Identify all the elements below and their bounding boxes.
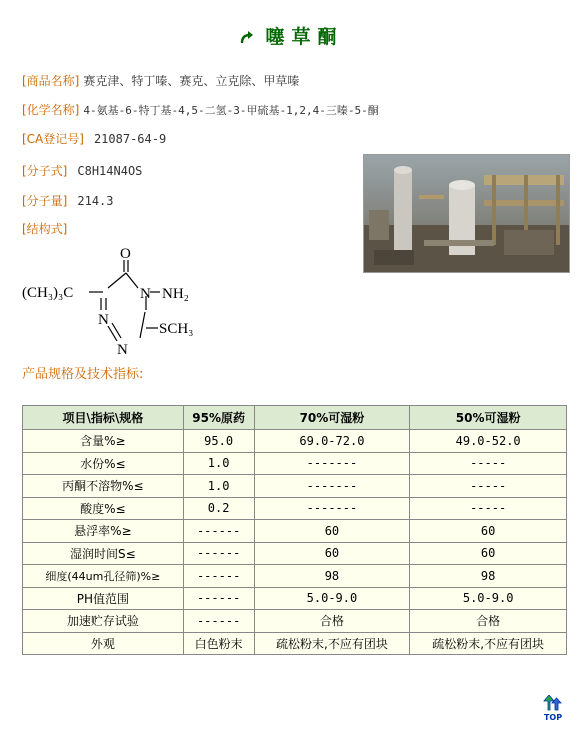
back-to-top-button[interactable] [541, 695, 565, 725]
factory-photo [363, 154, 570, 273]
info-value: 赛克津、特丁嗪、赛克、立克除、甲草嗪 [83, 74, 300, 88]
cell-50-wp: ----- [410, 497, 567, 520]
info-value: 4-氨基-6-特丁基-4,5-二氢-3-甲硫基-1,2,4-三嗪-5-酮 [83, 104, 379, 117]
column-header: 95%原药 [183, 406, 254, 430]
table-row [23, 497, 567, 520]
cell-70-wp: ------- [254, 475, 410, 498]
cell-95-tech: 95.0 [183, 430, 254, 453]
cell-50-wp: 合格 [410, 610, 567, 633]
table-row [23, 430, 567, 453]
ring-nitrogen-4: N [140, 286, 151, 302]
cell-50-wp: 49.0-52.0 [410, 430, 567, 453]
cell-95-tech: ------ [183, 542, 254, 565]
info-chemical-name [22, 101, 379, 118]
row-item: 含量%≥ [23, 430, 184, 453]
page-title [0, 22, 583, 49]
info-value: 21087-64-9 [93, 132, 167, 146]
info-value: C8H14N4OS [77, 164, 143, 178]
info-formula [22, 162, 142, 179]
info-label: [CA登记号] [22, 132, 84, 146]
row-item: 湿润时间S≤ [23, 542, 184, 565]
structural-formula [18, 238, 218, 363]
cell-70-wp: ------- [254, 452, 410, 475]
spec-section-title: 产品规格及技术指标: [22, 367, 144, 382]
table-row [23, 565, 567, 588]
redo-arrow-icon [239, 30, 255, 46]
cell-70-wp: 合格 [254, 610, 410, 633]
row-item: 外观 [23, 632, 184, 655]
cell-70-wp: 5.0-9.0 [254, 587, 410, 610]
info-ca-number [22, 130, 166, 147]
cell-50-wp: 5.0-9.0 [410, 587, 567, 610]
cell-95-tech: 1.0 [183, 475, 254, 498]
info-label: [化学名称] [22, 103, 80, 117]
cell-95-tech: ------ [183, 565, 254, 588]
info-value: 214.3 [77, 194, 114, 208]
row-item: 细度(44um孔径筛)%≥ [23, 565, 184, 588]
info-label: [商品名称] [22, 74, 80, 88]
table-row [23, 587, 567, 610]
info-label: [分子式] [22, 164, 68, 178]
cell-95-tech: ------ [183, 520, 254, 543]
cell-70-wp: 疏松粉末,不应有团块 [254, 632, 410, 655]
ring-nitrogen-1: N [98, 312, 109, 328]
cell-70-wp: 69.0-72.0 [254, 430, 410, 453]
cell-50-wp: ----- [410, 475, 567, 498]
info-label: [分子量] [22, 194, 68, 208]
table-header-row [23, 406, 567, 430]
row-item: 悬浮率%≥ [23, 520, 184, 543]
ring-nitrogen-2: N [117, 342, 128, 358]
cell-70-wp: ------- [254, 497, 410, 520]
cell-95-tech: 1.0 [183, 452, 254, 475]
info-trade-name [22, 72, 299, 89]
row-item: 加速贮存试验 [23, 610, 184, 633]
column-header: 70%可湿粉 [254, 406, 410, 430]
amino-group: NH₂ [162, 286, 189, 302]
table-row [23, 542, 567, 565]
title-text: 噻草酮 [265, 26, 344, 48]
row-item: 水份%≤ [23, 452, 184, 475]
table-row [23, 632, 567, 655]
row-item: 丙酮不溶物%≤ [23, 475, 184, 498]
cell-95-tech: ------ [183, 587, 254, 610]
tbutyl-group: (CH₃)₃C [22, 285, 74, 301]
cell-95-tech: 白色粉末 [183, 632, 254, 655]
top-label: TOP [543, 713, 563, 722]
cell-50-wp: ----- [410, 452, 567, 475]
info-structure [22, 220, 67, 237]
table-row [23, 520, 567, 543]
cell-95-tech: ------ [183, 610, 254, 633]
cell-50-wp: 60 [410, 520, 567, 543]
table-row [23, 475, 567, 498]
row-item: 酸度%≤ [23, 497, 184, 520]
row-item: PH值范围 [23, 587, 184, 610]
cell-70-wp: 60 [254, 520, 410, 543]
table-row [23, 610, 567, 633]
cell-50-wp: 疏松粉末,不应有团块 [410, 632, 567, 655]
double-up-arrow-icon [543, 695, 563, 711]
cell-70-wp: 60 [254, 542, 410, 565]
info-label: [结构式] [22, 222, 68, 236]
column-header: 50%可湿粉 [410, 406, 567, 430]
spec-table [22, 405, 567, 655]
cell-50-wp: 98 [410, 565, 567, 588]
oxygen-atom: O [120, 246, 131, 262]
cell-70-wp: 98 [254, 565, 410, 588]
cell-95-tech: 0.2 [183, 497, 254, 520]
table-row [23, 452, 567, 475]
cell-50-wp: 60 [410, 542, 567, 565]
column-header: 项目\指标\规格 [23, 406, 184, 430]
info-molecular-weight [22, 192, 114, 209]
methylthio-group: SCH₃ [159, 321, 194, 337]
